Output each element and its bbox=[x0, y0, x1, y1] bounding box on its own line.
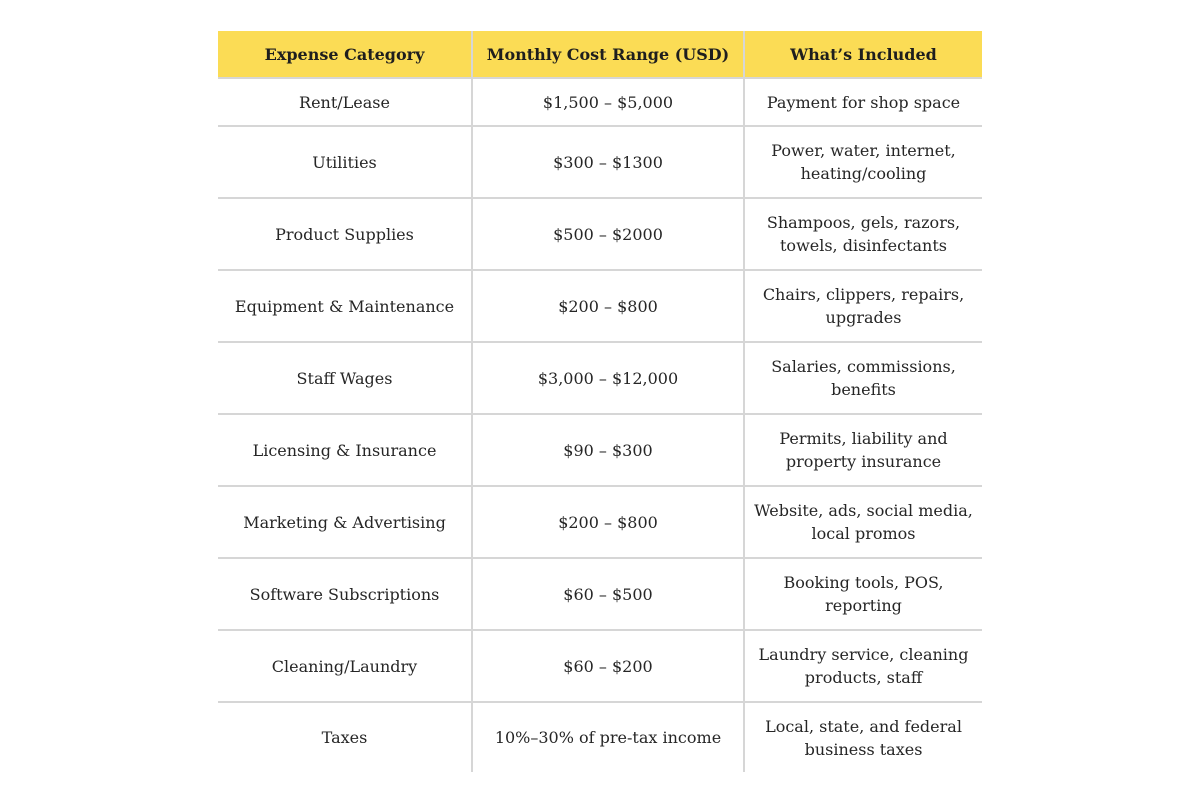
cell-cost: $1,500 – $5,000 bbox=[472, 78, 744, 126]
cell-category: Marketing & Advertising bbox=[218, 486, 472, 558]
cell-category: Product Supplies bbox=[218, 198, 472, 270]
table-row bbox=[218, 630, 982, 702]
table-row bbox=[218, 558, 982, 630]
table-row bbox=[218, 78, 982, 126]
expense-table bbox=[218, 31, 982, 772]
table-row bbox=[218, 414, 982, 486]
table-header bbox=[218, 31, 982, 78]
cell-included: Shampoos, gels, razors, towels, disinfectants bbox=[744, 198, 982, 270]
cell-category: Staff Wages bbox=[218, 342, 472, 414]
cell-included: Payment for shop space bbox=[744, 78, 982, 126]
cell-included: Power, water, internet, heating/cooling bbox=[744, 126, 982, 198]
header-whats-included: What’s Included bbox=[744, 31, 982, 78]
table-row bbox=[218, 342, 982, 414]
cell-cost: $3,000 – $12,000 bbox=[472, 342, 744, 414]
expense-table-container bbox=[218, 31, 982, 772]
table-row bbox=[218, 270, 982, 342]
cell-cost: $300 – $1300 bbox=[472, 126, 744, 198]
cell-included: Booking tools, POS, reporting bbox=[744, 558, 982, 630]
cell-category: Utilities bbox=[218, 126, 472, 198]
cell-included: Laundry service, cleaning products, staff bbox=[744, 630, 982, 702]
cell-category: Taxes bbox=[218, 702, 472, 772]
cell-included: Website, ads, social media, local promos bbox=[744, 486, 982, 558]
cell-category: Software Subscriptions bbox=[218, 558, 472, 630]
cell-cost: $200 – $800 bbox=[472, 270, 744, 342]
table-row bbox=[218, 486, 982, 558]
cell-category: Rent/Lease bbox=[218, 78, 472, 126]
cell-cost: $500 – $2000 bbox=[472, 198, 744, 270]
cell-included: Salaries, commissions, benefits bbox=[744, 342, 982, 414]
cell-category: Equipment & Maintenance bbox=[218, 270, 472, 342]
cell-cost: $200 – $800 bbox=[472, 486, 744, 558]
header-row bbox=[218, 31, 982, 78]
header-monthly-cost-range: Monthly Cost Range (USD) bbox=[472, 31, 744, 78]
cell-category: Licensing & Insurance bbox=[218, 414, 472, 486]
cell-cost: $60 – $500 bbox=[472, 558, 744, 630]
cell-cost: 10%–30% of pre-tax income bbox=[472, 702, 744, 772]
cell-cost: $60 – $200 bbox=[472, 630, 744, 702]
cell-cost: $90 – $300 bbox=[472, 414, 744, 486]
cell-included: Chairs, clippers, repairs, upgrades bbox=[744, 270, 982, 342]
table-body bbox=[218, 78, 982, 772]
table-row bbox=[218, 702, 982, 772]
cell-included: Local, state, and federal business taxes bbox=[744, 702, 982, 772]
header-expense-category: Expense Category bbox=[218, 31, 472, 78]
cell-included: Permits, liability and property insurance bbox=[744, 414, 982, 486]
cell-category: Cleaning/Laundry bbox=[218, 630, 472, 702]
table-row bbox=[218, 126, 982, 198]
table-row bbox=[218, 198, 982, 270]
